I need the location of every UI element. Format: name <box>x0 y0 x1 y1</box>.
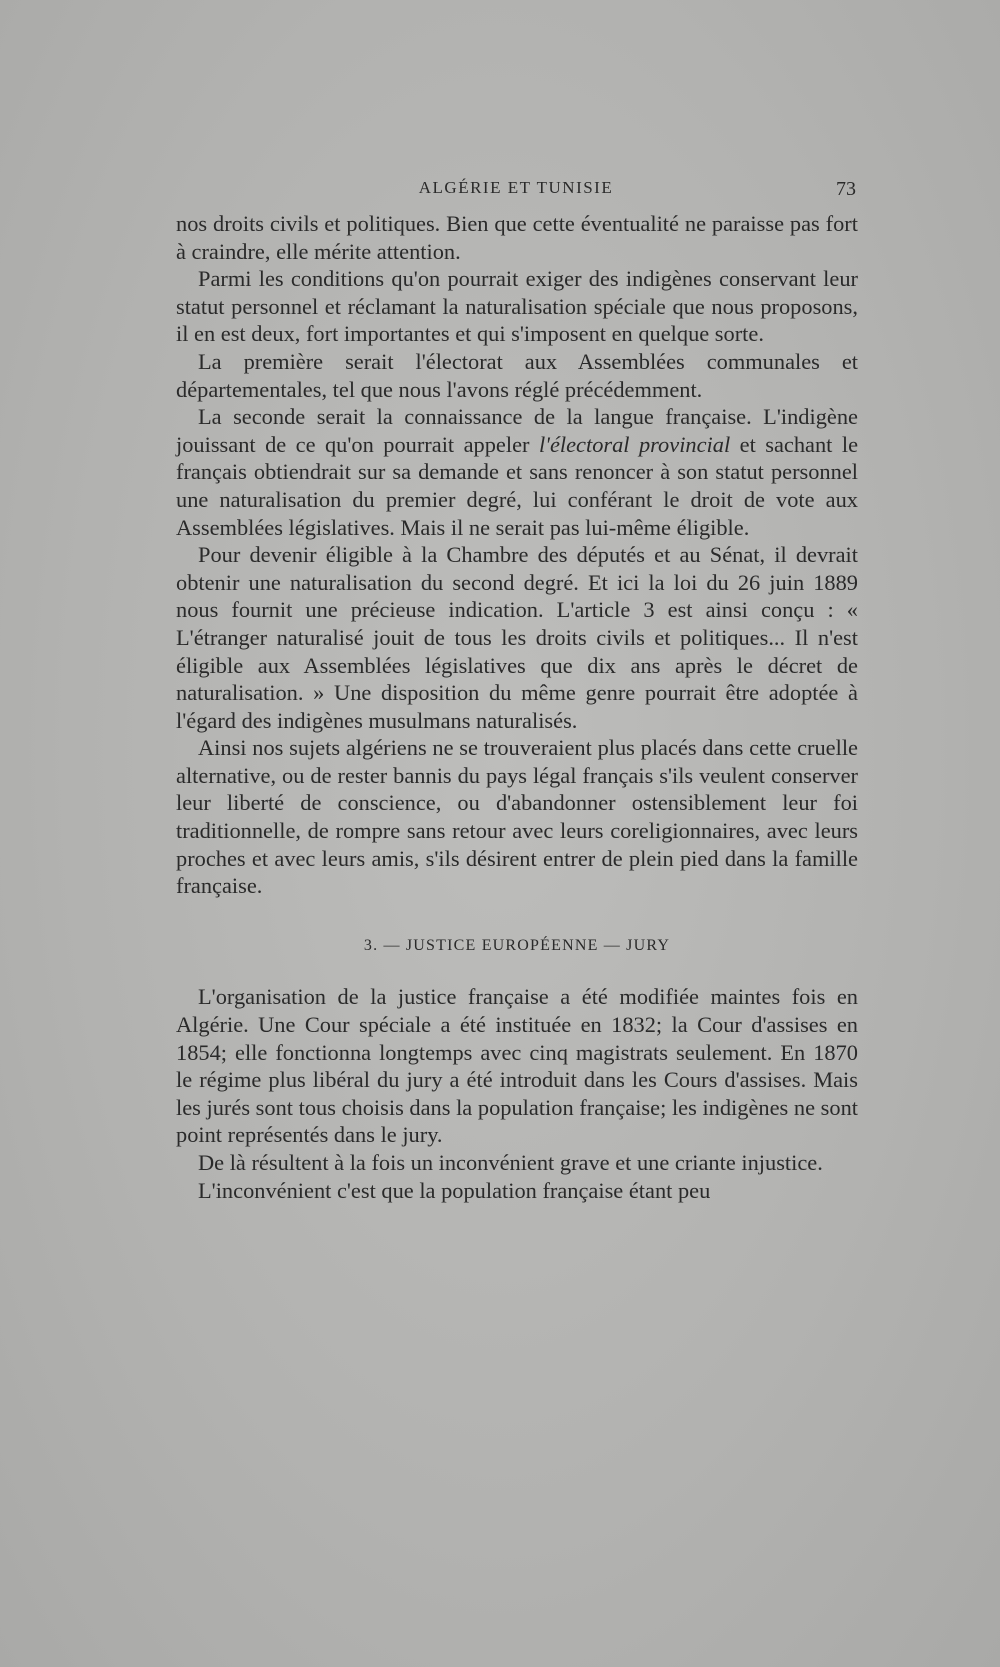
paragraph-electorat <box>176 403 858 541</box>
paragraph: Pour devenir éligible à la Chambre des députés et au Sénat, il devrait obtenir une naturalisation du second degré. Et ici la loi du 26 juin 1889 nous fournit une précieuse indication. L'article 3 est ainsi conçu : « L'étranger naturalisé jouit de tous les droits civils et politiques... Il n'est éligible aux Assemblées législatives que dix ans après le décret de naturalisation. » Une disposition du même genre pourrait être adoptée à l'égard des indigènes musulmans naturalisés. <box>176 542 858 733</box>
running-title: ALGÉRIE ET TUNISIE <box>418 178 614 197</box>
italic-term: l'électoral provincial <box>538 431 731 457</box>
body-text <box>176 210 858 1204</box>
paragraph: nos droits civils et politiques. Bien que cette éventualité ne paraisse pas fort à craindre, elle mérite attention. <box>176 211 858 264</box>
paragraph: L'organisation de la justice française a été modifiée maintes fois en Algérie. Une Cour spéciale a été instituée en 1832; la Cour d'assises en 1854; elle fonctionna longtemps avec cinq magistrats seulement. En 1870 le régime plus libéral du jury a été introduit dans les Cours d'assises. Mais les jurés sont tous choisis dans la population française; les indigènes ne sont point représentés dans le jury. <box>176 984 858 1148</box>
paragraph: L'inconvénient c'est que la population française étant peu <box>198 1177 711 1203</box>
page-number: 73 <box>836 178 856 200</box>
paragraph-text: La seconde serait la connaissance de la langue française. L'indigène jouissant de ce qu'on pourrait appeler <box>176 404 858 457</box>
page-header <box>176 178 856 202</box>
paragraph: Parmi les conditions qu'on pourrait exiger des indigènes conservant leur statut personnel et réclamant la naturalisation spéciale que nous proposons, il en est deux, fort importantes et qui s'imposent en quelque sorte. <box>176 266 858 347</box>
paragraph-text: et sachant le français obtiendrait sur sa demande et sans renoncer à son statut personnel une naturalisation du premier degré, lui conférant le droit de vote aux Assemblées législatives. Mais il ne serait pas lui-même éligible. <box>176 431 859 540</box>
section-heading: 3. — JUSTICE EUROPÉENNE — JURY <box>363 936 671 954</box>
paragraph: Ainsi nos sujets algériens ne se trouveraient plus placés dans cette cruelle alternative, ou de rester bannis du pays légal français s'ils veulent conserver leur liberté de conscience, ou d'abandonner ostensiblement leur foi traditionnelle, de rompre sans retour avec leurs coreligionnaires, avec leurs proches et avec leurs amis, s'ils désirent entrer de plein pied dans la famille française. <box>176 735 858 899</box>
paragraph: De là résultent à la fois un inconvénient grave et une criante injustice. <box>198 1150 823 1175</box>
paragraph: La première serait l'électorat aux Assemblées communales et départementales, tel que nous l'avons réglé précédemment. <box>176 348 858 402</box>
